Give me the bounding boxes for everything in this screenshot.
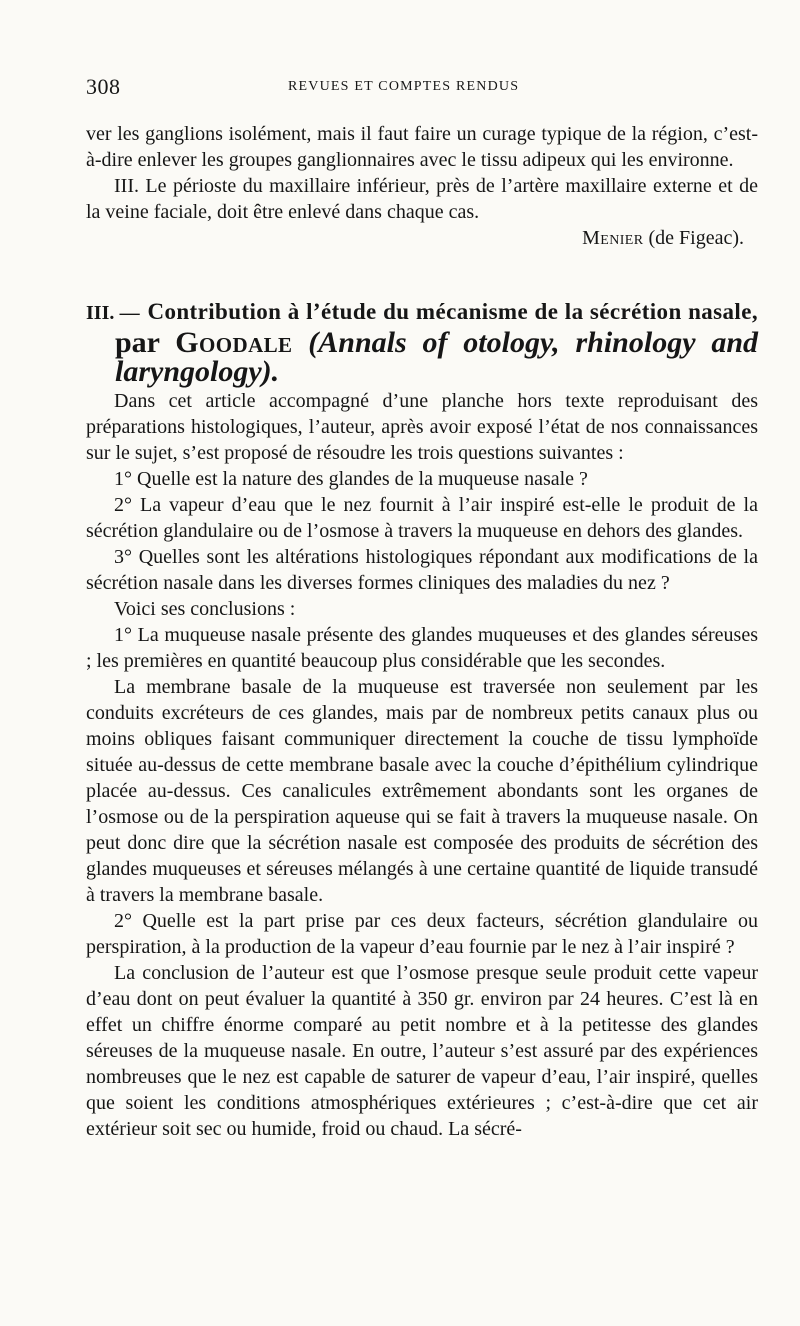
previous-review-point-iii: III. Le périoste du maxillaire inférieur, près de l’artère maxillaire externe et de la veine faciale, doit être enlevé dans chaque cas. [86, 175, 758, 223]
question-2: 2° La vapeur d’eau que le nez fournit à l’air inspiré est-elle le produit de la sécrétion glandulaire ou de l’osmose à travers la muqueuse en dehors des glandes. [86, 494, 758, 542]
conclusions-heading: Voici ses conclusions : [114, 598, 296, 620]
signature-place: (de Figeac). [648, 227, 744, 249]
section-by-text: par [115, 326, 160, 359]
previous-review-ending-paragraph: ver les ganglions isolément, mais il faut faire un curage typique de la région, c’est-à-dire enlever les groupes ganglionnaires avec le tissu adipeux qui les environne. [86, 123, 758, 171]
section-author: Goodale [175, 326, 293, 359]
final-paragraph: La conclusion de l’auteur est que l’osmose presque seule produit cette vapeur d’eau dont on peut évaluer la quantité à 350 gr. environ par 24 heures. C’est là en effet un chiffre énorme comparé au petit nombre et à la petitesse des glandes séreuses de la muqueuse nasale. En outre, l’auteur s’est assuré par des expériences nombreuses que le nez est capable de saturer de vapeur d’eau, l’air inspiré, quelles que soient les conditions atmosphériques extérieures ; c’est-à-dire que cet air extérieur soit sec ou humide, froid ou chaud. La sécré- [86, 962, 758, 1140]
conclusion-1: 1° La muqueuse nasale présente des glandes muqueuses et des glandes séreuses ; les premières en quantité beaucoup plus considérable que les secondes. [86, 624, 758, 672]
running-header [86, 64, 758, 99]
question-3: 3° Quelles sont les altérations histologiques répondant aux modifications de la sécrétion nasale dans les diverses formes cliniques des maladies du nez ? [86, 546, 758, 594]
section-source: (Annals of otology, rhinology and laryngology). [115, 326, 759, 388]
running-title: REVUES ET COMPTES RENDUS [288, 79, 520, 94]
review-signature [86, 225, 744, 251]
conclusion-2-question: 2° Quelle est la part prise par ces deux facteurs, sécrétion glandulaire ou perspiration, à la production de la vapeur d’eau fournie par le nez à l’air inspiré ? [86, 910, 758, 958]
section-heading [86, 295, 758, 386]
signature-name: Menier [582, 227, 644, 249]
page-body [86, 121, 758, 1142]
intro-paragraph: Dans cet article accompagné d’une planche hors texte reproduisant des préparations histologiques, l’auteur, après avoir exposé l’état de nos connaissances sur le sujet, s’est proposé de résoudre les trois questions suivantes : [86, 390, 758, 464]
question-1: 1° Quelle est la nature des glandes de la muqueuse nasale ? [114, 468, 588, 490]
section-title: Contribution à l’étude du mécanisme de la sécrétion nasale, [147, 299, 758, 324]
section-number: III. — [86, 302, 140, 324]
page-number: 308 [86, 74, 121, 99]
membrane-paragraph: La membrane basale de la muqueuse est traversée non seulement par les conduits excréteurs de ces glandes, mais par de nombreux petits canaux plus ou moins obliques faisant communiquer directement la couche de tissu lymphoïde située au-dessus de cette membrane basale avec la couche d’épithélium cylindrique placée au-dessus. Ces canalicules extrêmement abondants sont les organes de l’osmose ou de la perspiration aqueuse qui se fait à travers la muqueuse nasale. On peut donc dire que la sécrétion nasale est composée des produits de sécrétion des glandes muqueuses et séreuses mélangés à une certaine quantité de liquide transudé à travers la membrane basale. [86, 676, 758, 906]
